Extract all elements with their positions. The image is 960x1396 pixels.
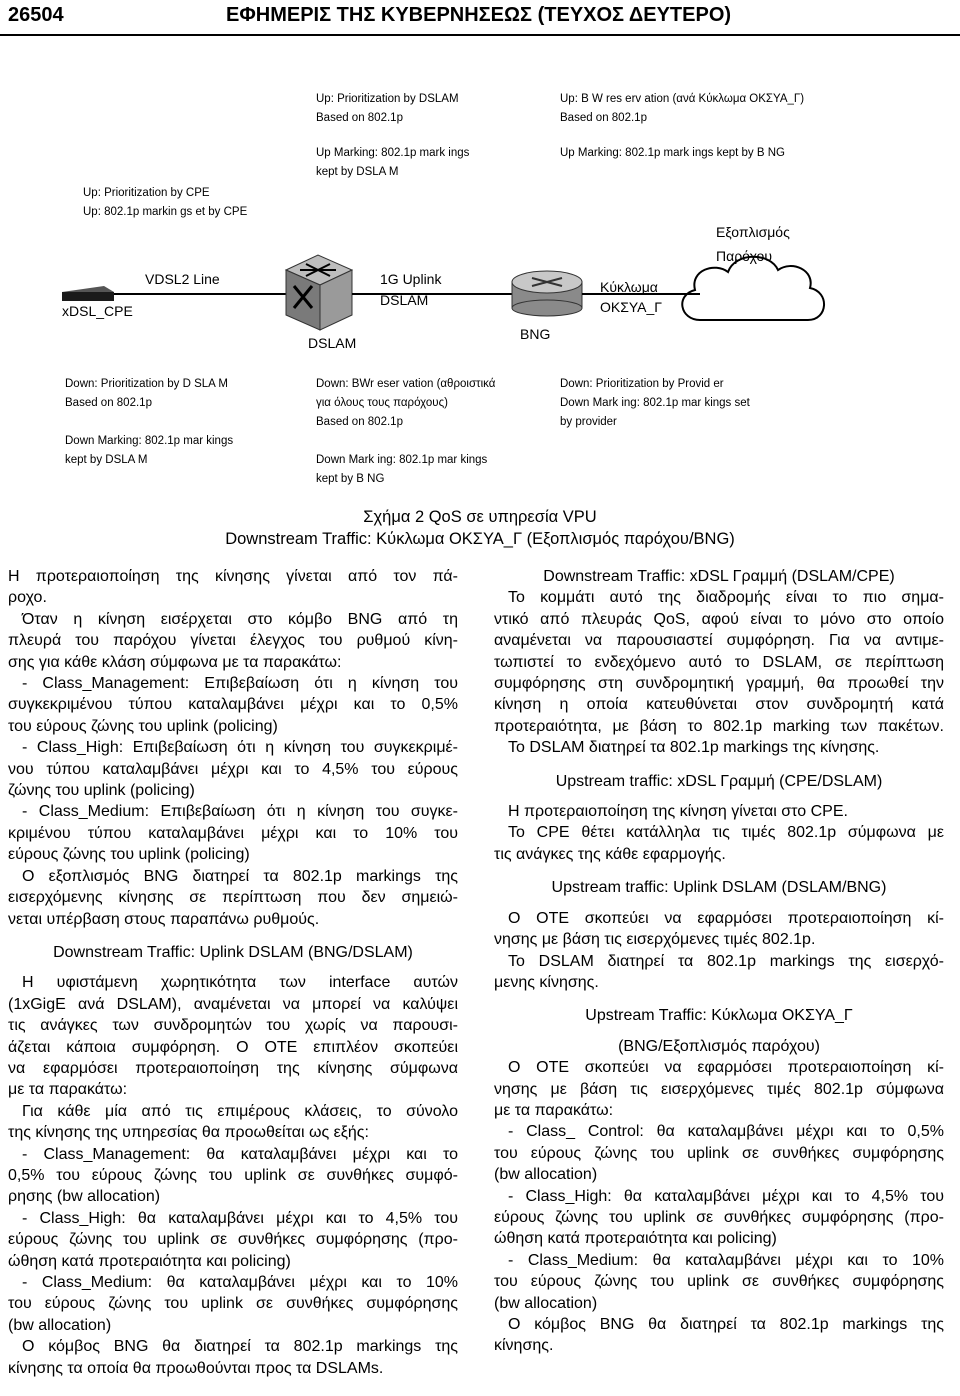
paragraph-line: εύρους ζώνης του uplink σε συνθήκες συμφόρησης (προ- <box>8 1231 458 1249</box>
paragraph-line: - Class_ Control: θα καταλαμβάνει μέχρι και το 0,5% <box>508 1123 944 1141</box>
gazette-title: ΕΦΗΜΕΡΙΣ ΤΗΣ ΚΥΒΕΡΝΗΣΕΩΣ (ΤΕΥΧΟΣ ΔΕΥΤΕΡΟ) <box>226 4 732 26</box>
paragraph-line: (bw allocation) <box>494 1294 598 1312</box>
vdsl2-line-label: VDSL2 Line <box>145 271 220 287</box>
diagram-line <box>316 432 495 451</box>
provider-cloud-icon <box>682 257 824 320</box>
uplink-label: 1G Uplink <box>380 271 442 287</box>
paragraph-line: μενης κίνησης. <box>494 973 599 991</box>
bng-label: BNG <box>520 326 551 342</box>
down-dslam-text <box>65 375 233 470</box>
paragraph-line: του εύρους ζώνης του uplink (policing) <box>8 717 278 735</box>
paragraph-line: - Class_High: θα καταλαμβάνει μέχρι και το 4,5% του <box>22 1209 458 1227</box>
paragraph-line: 0,5% του εύρους ζώνης του uplink σε συνθήκες συμφό- <box>8 1166 458 1184</box>
paragraph-line: (bw allocation) <box>494 1166 598 1184</box>
paragraph-line: ρησης (bw allocation) <box>8 1188 161 1206</box>
paragraph-line: - Class_Medium: θα καταλαμβάνει μέχρι και το 10% <box>508 1251 944 1269</box>
paragraph-line: νου τύπου καταλαμβάνει μέχρι και το 4,5% του εύρους <box>8 760 458 778</box>
paragraph-line: αναμένεται να παρουσιαστεί συμφόρηση. Για να αντιμε- <box>494 632 944 650</box>
paragraph-line: εύρους ζώνης του uplink (policing) <box>8 846 250 864</box>
right-column <box>494 566 944 1357</box>
paragraph-line: Η προτεραιοποίηση της κίνηση γίνεται στο CPE. <box>508 803 848 821</box>
figure-caption-subtitle: Downstream Traffic: Κύκλωμα ΟΚΣΥΑ_Γ (Εξοπλισμός παρόχου/BNG) <box>225 530 735 548</box>
paragraph-line: με τα παρακάτω: <box>494 1101 614 1119</box>
paragraph-line: σης για κάθε κλάση σύμφωνα με τα παρακάτω: <box>8 653 342 671</box>
diagram-line: Up: Prioritization by CPE <box>83 187 210 199</box>
diagram-line: Based on 802.1p <box>316 416 403 428</box>
paragraph-line: συγκεκριμένου τύπου καταλαμβάνει μέχρι και το 0,5% <box>8 696 458 714</box>
diagram-line: Down: Prioritization by D SLA M <box>65 378 228 390</box>
paragraph-line: ροχο. <box>8 589 47 607</box>
bng-router-icon <box>512 271 582 316</box>
diagram-line: Παρόχου <box>716 248 772 264</box>
paragraph-line: (BNG/Εξοπλισμός παρόχου) <box>618 1037 820 1055</box>
paragraph-line: πλευρά του παρόχου γίνεται έλεγχος του ρυθμού κίνη- <box>8 632 458 650</box>
diagram-line: Down: Prioritization by Provid er <box>560 378 724 390</box>
diagram-line: Based on 802.1p <box>560 112 647 124</box>
paragraph-line: (1xGigE ανά DSLAM), αναμένεται να μπορεί να καλύψει <box>8 995 458 1013</box>
paragraph-line: ζώνης του uplink (policing) <box>8 782 195 800</box>
paragraph-line: Ο κόμβος BNG θα διατηρεί τα 802.1p markings της <box>508 1316 944 1333</box>
paragraph-line: εισερχόμενης κίνησης σε περίπτωση που δεν σημειώ- <box>8 889 458 907</box>
diagram-line: Up: Prioritization by DSLAM <box>316 93 459 105</box>
paragraph-line: άζεται κάποια συμφόρηση. Ο ΟΤΕ επιπλέον σκοπεύει <box>8 1038 458 1056</box>
section-heading: Upstream traffic: Uplink DSLAM (DSLAM/BNG) <box>551 879 887 897</box>
paragraph-line: προτεραιότητα, με βάση το 802.1p marking των πακέτων. <box>494 717 944 735</box>
paragraph-line: - Class_High: θα καταλαμβάνει μέχρι και το 4,5% του <box>508 1187 944 1205</box>
down-bw-text <box>316 375 495 489</box>
paragraph-line: συμφόρησης στη συνδρομητική γραμμή, θα προωθεί την <box>494 675 944 693</box>
diagram-line: kept by B NG <box>316 473 385 485</box>
paragraph-line: - Class_Management: Επιβεβαίωση ότι η κίνηση του <box>22 675 458 693</box>
diagram-line: Up Marking: 802.1p mark ings <box>316 147 470 159</box>
paragraph-line: Το κομμάτι αυτό της διαδρομής είναι το πιο σημα- <box>508 589 944 607</box>
diagram-graphics <box>0 0 960 360</box>
paragraph-line: - Class_High: Επιβεβαίωση ότι η κίνηση του συγκεκριμέ- <box>22 739 458 757</box>
section-heading: Downstream Traffic: Uplink DSLAM (BNG/DSLAM) <box>53 943 413 961</box>
diagram-line: Εξοπλισμός <box>716 224 790 240</box>
diagram-line: Down Mark ing: 802.1p mar kings set <box>560 397 750 409</box>
dslam-label: DSLAM <box>308 335 357 351</box>
diagram-line: kept by DSLA M <box>316 166 399 178</box>
modem-icon <box>62 286 114 301</box>
diagram-line: Down Mark ing: 802.1p mar kings <box>316 454 488 466</box>
paragraph-line: τωπιστεί το ενδεχόμενο αυτό το DSLAM, σε περίπτωση <box>494 653 944 671</box>
paragraph-line: του εύρους ζώνης του uplink σε συνθήκες συμφόρησης <box>8 1295 458 1313</box>
paragraph-line: κίνηση η οποία κατευθύνεται στον συνδρομητή κατά <box>494 696 944 714</box>
paragraph-line: νησης με βάση τις εισερχόμενες τιμές 802.1p. <box>494 931 816 949</box>
diagram-line: Up: B W res erv ation (ανά Κύκλωμα ΟΚΣΥΑ_Γ) <box>560 93 805 105</box>
diagram-line: Based on 802.1p <box>65 397 152 409</box>
paragraph-line: κίνησης τα οποία θα προωθούνται προς τα DSLAMs. <box>8 1359 384 1377</box>
diagram-line: Up Marking: 802.1p mark ings kept by B NG <box>560 147 785 159</box>
circuit-id-label: ΟΚΣΥΑ_Γ <box>600 299 663 315</box>
paragraph-line: Το DSLAM διατηρεί τα 802.1p markings της εισερχό- <box>508 952 944 970</box>
paragraph-line: Η προτεραιοποίηση της κίνησης γίνεται από τον πά- <box>8 568 458 585</box>
uplink-dslam-label: DSLAM <box>380 292 429 308</box>
paragraph-line: Η υφιστάμενη χωρητικότητα των interface αυτών <box>22 974 458 992</box>
dslam-switch-icon <box>286 255 352 330</box>
paragraph-line: εύρους ζώνης του uplink σε συνθήκες συμφόρησης (προ- <box>494 1208 944 1226</box>
paragraph-line: (bw allocation) <box>8 1316 112 1334</box>
paragraph-line: Ο ΟΤΕ σκοπεύει να εφαρμόσει προτεραιοποίηση κί- <box>508 1059 944 1077</box>
left-column <box>8 566 458 1379</box>
paragraph-line: τις ανάγκες των συνδρομητών του χωρίς να παρουσι- <box>8 1017 458 1035</box>
diagram-line: Up: 802.1p markin gs et by CPE <box>83 206 248 218</box>
diagram-line: kept by DSLA M <box>65 454 148 466</box>
paragraph-line: ντικό από πλευράς QoS, αφού είναι το μόνο στο οποίο <box>494 610 944 628</box>
paragraph-line: κριμένου τύπου καταλαμβάνει μέχρι και το 10% του <box>8 824 458 842</box>
section-heading: Upstream traffic: xDSL Γραμμή (CPE/DSLAM) <box>555 772 883 790</box>
paragraph-line: Το CPE θέτει κατάλληλα τις τιμές 802.1p σύμφωνα με <box>508 824 944 842</box>
paragraph-line: του εύρους ζώνης του uplink σε συνθήκες συμφόρησης <box>494 1273 944 1291</box>
diagram-line: για όλους τους παρόχους) <box>316 397 448 409</box>
paragraph-line: Ο κόμβος BNG θα διατηρεί τα 802.1p markings της <box>22 1338 458 1356</box>
paragraph-line: να εφαρμόσει προτεραιοποίηση της κίνησης σύμφωνα <box>8 1059 458 1077</box>
paragraph-line: - Class_Medium: Επιβεβαίωση ότι η κίνηση του συγκε- <box>22 803 458 821</box>
paragraph-line: Ο εξοπλισμός BNG διατηρεί τα 802.1p markings της <box>22 867 458 885</box>
circuit-label: Κύκλωμα <box>600 279 658 295</box>
paragraph-line: Το DSLAM διατηρεί τα 802.1p markings της κίνησης. <box>508 739 880 757</box>
diagram-line: by provider <box>560 416 617 428</box>
paragraph-line: Για κάθε μία από τις επιμέρους κλάσεις, το σύνολο <box>22 1102 458 1120</box>
paragraph-line: κίνησης. <box>494 1337 554 1355</box>
paragraph-line: - Class_Medium: θα καταλαμβάνει μέχρι και το 10% <box>22 1274 458 1291</box>
paragraph-line: Downstream Traffic: xDSL Γραμμή (DSLAM/CPE) <box>543 568 895 585</box>
paragraph-line: Ο ΟΤΕ σκοπεύει να εφαρμόσει προτεραιοποίηση κί- <box>508 909 944 927</box>
xdsl-cpe-label: xDSL_CPE <box>62 303 133 319</box>
diagram-line: Down: BWr eser vation (αθροιστικά <box>316 378 496 390</box>
figure-caption-title: Σχήμα 2 QoS σε υπηρεσία VPU <box>363 508 597 526</box>
paragraph-line: - Class_Management: θα καταλαμβάνει μέχρι και το <box>22 1145 458 1163</box>
paragraph-line: νεται υπέρβαση στους παραπάνω ρυθμούς. <box>8 910 320 928</box>
paragraph-line: ώθηση κατά προτεραιότητα και policing) <box>494 1230 777 1248</box>
down-provider-text <box>560 375 750 432</box>
paragraph-line: τις ανάγκες της κάθε εφαρμογής. <box>494 845 726 863</box>
paragraph-line: Όταν η κίνηση εισέρχεται στο κόμβο BNG από τη <box>22 610 458 628</box>
paragraph-line: του εύρους ζώνης του uplink σε συνθήκες συμφόρησης <box>494 1144 944 1162</box>
page-number: 26504 <box>8 4 64 26</box>
diagram-line: Down Marking: 802.1p mar kings <box>65 435 234 447</box>
paragraph-line: με τα παρακάτω: <box>8 1081 128 1099</box>
paragraph-line: της κίνησης της υπηρεσίας θα προωθείται ως εξής: <box>8 1124 369 1142</box>
diagram-line <box>65 413 233 432</box>
paragraph-line: ώθηση κατά προτεραιότητα και policing) <box>8 1252 291 1270</box>
diagram-line: Based on 802.1p <box>316 112 403 124</box>
paragraph-line: νησης με βάση τις εισερχόμενες τιμές 802.1p σύμφωνα <box>494 1080 944 1098</box>
section-heading: Upstream Traffic: Κύκλωμα ΟΚΣΥΑ_Γ <box>585 1007 853 1025</box>
